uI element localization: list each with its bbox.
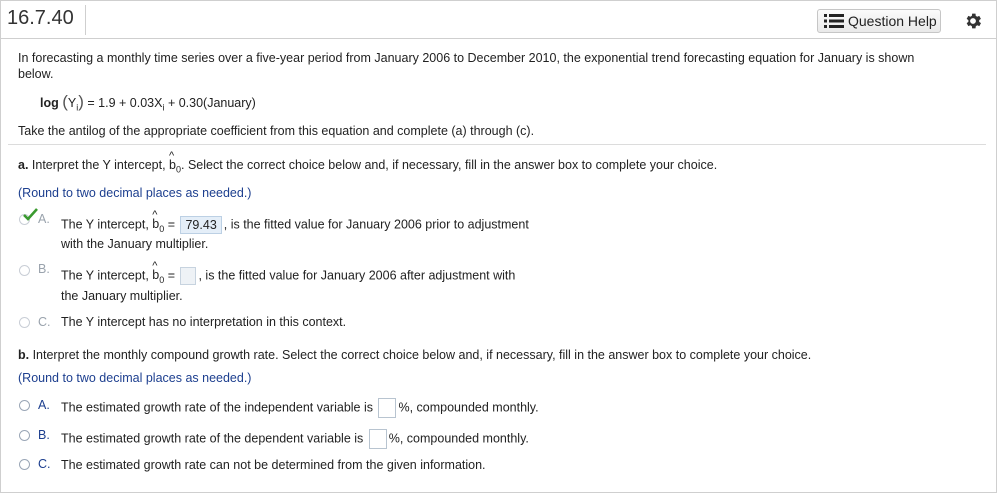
equation-paren-open: ( (62, 92, 68, 111)
equation-rhs-a: = 1.9 + 0.03X (87, 96, 163, 110)
forecast-equation (40, 94, 256, 116)
option-a-a-line2: with the January multiplier. (61, 237, 209, 251)
option-a-a-b: ^ b (152, 216, 159, 232)
answer-box-intercept[interactable]: 79.43 (180, 216, 221, 234)
option-b-a-post: %, compounded monthly. (398, 400, 539, 415)
answer-box-empty-b[interactable] (180, 267, 196, 285)
radio-a-c[interactable] (19, 317, 30, 328)
option-a-b-post: , is the fitted value for January 2006 after adjustment with (198, 268, 516, 283)
option-a-b-sub: 0 (159, 274, 165, 285)
option-a-a-post: , is the fitted value for January 2006 prior to adjustment (223, 217, 529, 232)
option-a-c-text: The Y intercept has no interpretation in this context. (61, 315, 347, 329)
option-b-c-text: The estimated growth rate can not be determined from the given information. (61, 458, 486, 472)
part-b-prompt (18, 347, 811, 363)
option-a-b-letter: B. (38, 262, 50, 276)
radio-b-a[interactable] (19, 400, 30, 411)
problem-id: 16.7.40 (7, 7, 74, 29)
part-b-round-note: (Round to two decimal places as needed.) (18, 371, 252, 385)
option-b-b-letter: B. (38, 428, 50, 442)
header-divider (85, 5, 86, 35)
option-b-c-letter: C. (38, 457, 51, 471)
list-icon (824, 14, 844, 28)
radio-a-b[interactable] (19, 265, 30, 276)
question-help-label: Question Help (848, 13, 937, 29)
part-a-prompt (18, 157, 717, 178)
equation-paren-close: ) (78, 92, 84, 111)
intro-text-line1: In forecasting a monthly time series over a five-year period from January 2006 to December 2010, the exponential trend forecasting equation for January is shown (18, 51, 915, 65)
option-b-a-letter: A. (38, 398, 50, 412)
answer-box-growth-independent[interactable] (378, 398, 396, 418)
b-hat: ^ b (169, 157, 176, 173)
option-a-a-eq: = (164, 217, 179, 232)
b-sub: 0 (176, 164, 182, 175)
equation-y-sub: i (76, 102, 79, 113)
part-a-prompt-post: . Select the correct choice below and, if necessary, fill in the answer box to complete your choice. (181, 158, 718, 172)
problem-header (1, 1, 996, 39)
instruction-text: Take the antilog of the appropriate coefficient from this equation and complete (a) through (c). (18, 124, 535, 138)
option-b-b-text (61, 429, 529, 449)
answer-box-growth-dependent[interactable] (369, 429, 387, 449)
option-a-a-text (61, 216, 529, 237)
section-divider (8, 144, 986, 145)
gear-icon[interactable] (963, 11, 983, 31)
option-a-a-letter: A. (38, 212, 50, 226)
option-b-b-pre: The estimated growth rate of the dependent variable is (61, 431, 367, 446)
option-a-b-line2: the January multiplier. (61, 289, 183, 303)
option-a-b-eq: = (164, 268, 179, 283)
equation-y: Y (67, 96, 77, 110)
check-icon (23, 208, 38, 221)
part-b-label: b. (18, 348, 30, 362)
part-a-round-note: (Round to two decimal places as needed.) (18, 186, 252, 200)
option-a-b-b: ^ b (152, 267, 159, 283)
part-a-prompt-pre: Interpret the Y intercept, (28, 158, 170, 172)
intro-text-line2: below. (18, 67, 54, 81)
option-a-c-letter: C. (38, 315, 51, 329)
option-b-b-post: %, compounded monthly. (388, 431, 529, 446)
option-a-b-text (61, 267, 515, 288)
option-b-a-pre: The estimated growth rate of the independent variable is (61, 400, 377, 415)
option-a-a-sub: 0 (159, 223, 165, 234)
part-a-label: a. (18, 158, 29, 172)
radio-b-b[interactable] (19, 430, 30, 441)
part-b-prompt-text: Interpret the monthly compound growth rate. Select the correct choice below and, if necessary, fill in the answer box to complete your choice. (29, 348, 812, 362)
radio-b-c[interactable] (19, 459, 30, 470)
option-a-b-pre: The Y intercept, (61, 268, 153, 283)
equation-x-sub: i (162, 102, 165, 113)
equation-log: log (40, 96, 59, 110)
option-a-a-pre: The Y intercept, (61, 217, 153, 232)
option-b-a-text (61, 398, 539, 418)
equation-rhs-b: + 0.30(January) (164, 96, 256, 110)
question-help-button[interactable] (817, 9, 941, 33)
